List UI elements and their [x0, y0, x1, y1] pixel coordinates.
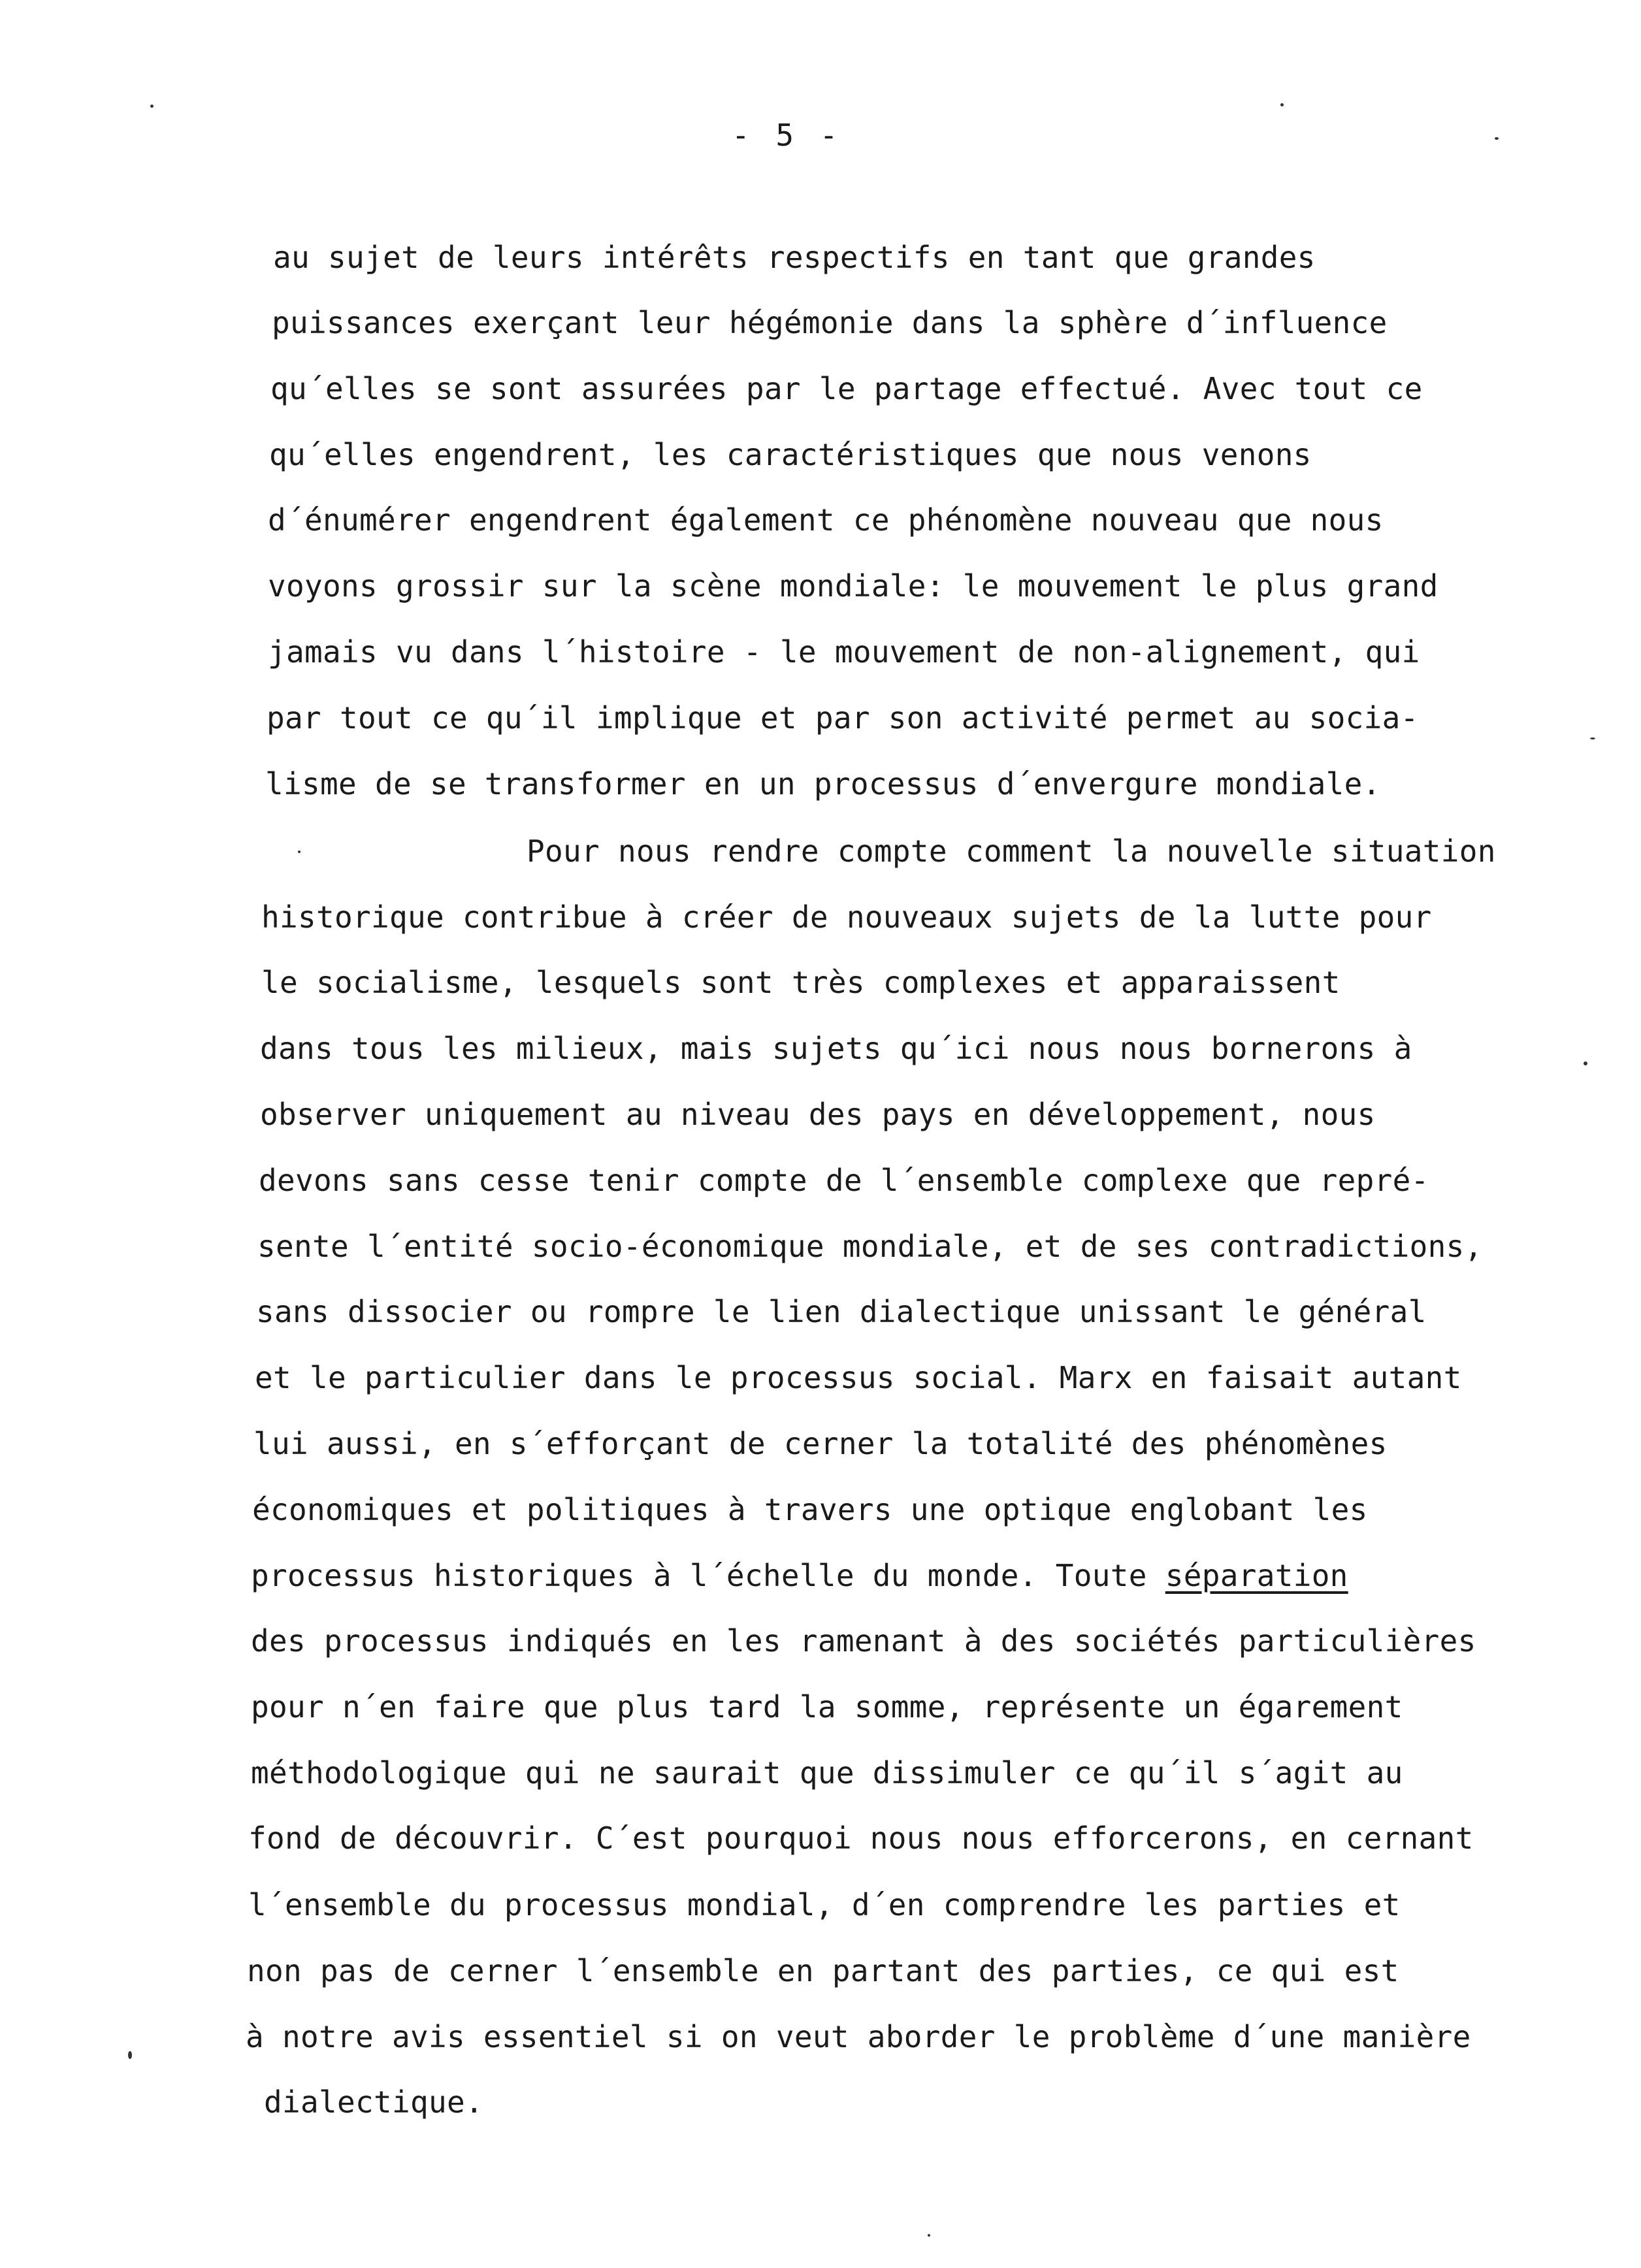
text-line-13: dans tous les milieux, mais sujets qu´ici nous nous bornerons à: [260, 1031, 1412, 1066]
text-line-14: observer uniquement au niveau des pays en développement, nous: [260, 1097, 1376, 1132]
text-line-1: au sujet de leurs intérêts respectifs en tant que grandes: [273, 240, 1316, 275]
text-line-18: et le particulier dans le processus social. Marx en faisait autant: [255, 1360, 1462, 1395]
text-line-29: dialectique.: [264, 2084, 483, 2120]
text-line-7: jamais vu dans l´histoire - le mouvement de non-alignement, qui: [268, 634, 1420, 670]
text-line-20: économiques et politiques à travers une optique englobant les: [252, 1492, 1368, 1527]
text-line-21: [251, 1557, 1348, 1594]
text-line-16: sente l´entité socio-économique mondiale, et de ses contradictions,: [257, 1229, 1483, 1264]
scan-speck: [1584, 1061, 1587, 1065]
text-line-22: des processus indiqués en les ramenant à des sociétés particulières: [251, 1623, 1476, 1659]
text-line-5: d´énumérer engendrent également ce phénomène nouveau que nous: [268, 502, 1384, 538]
page-number: - 5 -: [732, 118, 842, 153]
scan-speck: [298, 850, 301, 853]
text-line-19: lui aussi, en s´efforçant de cerner la totalité des phénomènes: [253, 1426, 1388, 1461]
text-line-25: fond de découvrir. C´est pourquoi nous nous efforcerons, en cernant: [248, 1821, 1474, 1856]
text-line-24: méthodologique qui ne saurait que dissimuler ce qu´il s´agit au: [251, 1755, 1403, 1790]
text-line-23: pour n´en faire que plus tard la somme, représente un égarement: [251, 1689, 1403, 1725]
text-line-17: sans dissocier ou rompre le lien dialectique unissant le général: [256, 1294, 1427, 1329]
text-line-9: lisme de se transformer en un processus d´envergure mondiale.: [265, 766, 1381, 802]
scan-speck: [928, 2234, 930, 2237]
text-line-4: qu´elles engendrent, les caractéristiques que nous venons: [269, 437, 1312, 472]
text-line-11: historique contribue à créer de nouveaux sujets de la lutte pour: [261, 899, 1432, 935]
text-line-15: devons sans cesse tenir compte de l´ensemble complexe que repré-: [259, 1163, 1429, 1198]
text-line-6: voyons grossir sur la scène mondiale: le mouvement le plus grand: [268, 568, 1438, 604]
text-line-3: qu´elles se sont assurées par le partage effectué. Avec tout ce: [270, 371, 1423, 406]
scan-speck: [1590, 737, 1595, 739]
underlined-word: séparation: [1165, 1558, 1348, 1593]
scan-speck: [1495, 137, 1499, 140]
scan-speck: [150, 105, 154, 108]
scan-speck: [128, 2051, 132, 2059]
text-line-2: puissances exerçant leur hégémonie dans la sphère d´influence: [272, 305, 1388, 340]
text-line-27: non pas de cerner l´ensemble en partant des parties, ce qui est: [247, 1953, 1399, 1988]
text-line-28: à notre avis essentiel si on veut aborder le problème d´une manière: [246, 2019, 1471, 2054]
text-line-26: l´ensemble du processus mondial, d´en comprendre les parties et: [248, 1887, 1401, 1922]
paragraph-2-first-line: Pour nous rendre compte comment la nouvelle situation: [527, 834, 1496, 869]
text-line-21-main: processus historiques à l´échelle du monde. Toute: [251, 1558, 1147, 1593]
text-line-8: par tout ce qu´il implique et par son activité permet au socia-: [267, 700, 1419, 736]
scan-speck: [1280, 103, 1284, 106]
text-line-12: le socialisme, lesquels sont très complexes et apparaissent: [261, 965, 1340, 1000]
